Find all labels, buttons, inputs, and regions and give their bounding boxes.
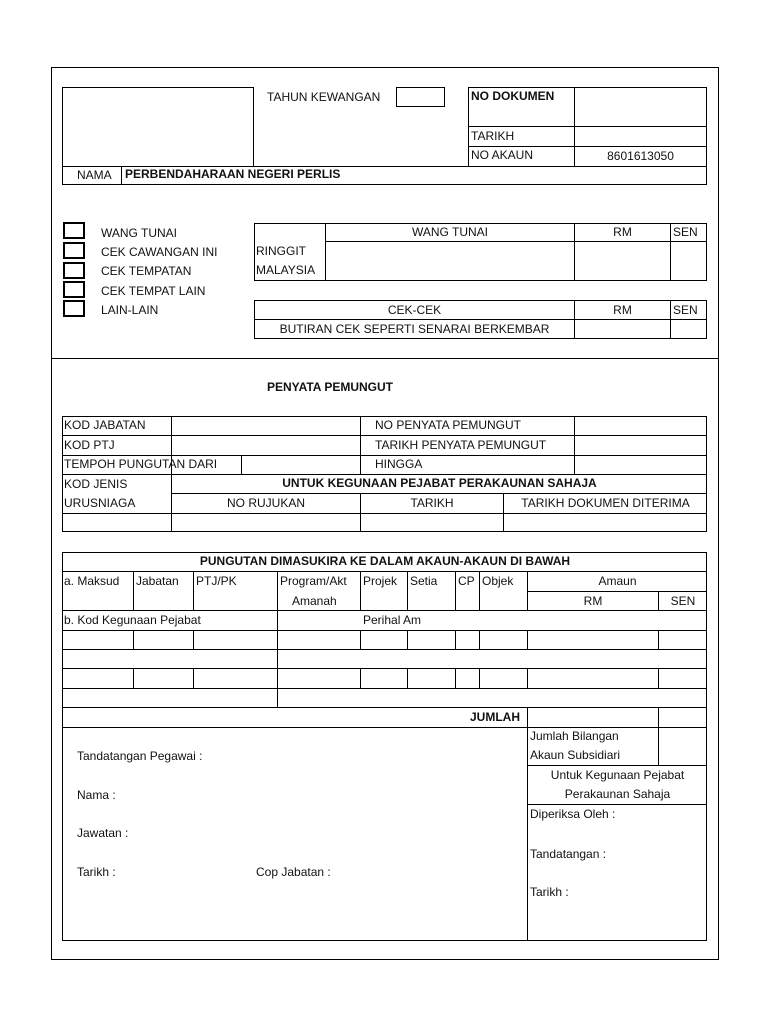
hingga-field[interactable] [575,456,706,473]
penyata-title: PENYATA PEMUNGUT [267,380,394,394]
kod-jenis-label: KOD JENIS [64,477,128,491]
untuk-kegunaan-line1: Untuk Kegunaan Pejabat [550,768,685,782]
tarikh-dokumen-header: TARIKH DOKUMEN DITERIMA [521,496,690,510]
tahun-kewangan-label: TAHUN KEWANGAN [267,90,381,104]
no-rujukan-field[interactable] [172,514,359,531]
jawatan-label: Jawatan : [77,826,129,840]
cp-header: CP [458,574,475,588]
jumlah-sen-field[interactable] [659,708,706,726]
tarikh-field[interactable] [575,127,706,145]
cek-sen-header: SEN [673,303,698,317]
no-rujukan-header: NO RUJUKAN [226,496,305,510]
no-akaun-value: 8601613050 [607,149,674,163]
checkbox-cek-cawangan[interactable] [63,242,85,259]
option-cek-tempatan: CEK TEMPATAN [101,264,192,278]
cop-jabatan-label: Cop Jabatan : [256,865,331,879]
tarikh-header: TARIKH [410,496,454,510]
checkbox-cek-tempat-lain[interactable] [63,281,85,298]
no-dokumen-field[interactable] [575,88,706,125]
setia-header: Setia [410,574,438,588]
tandatangan-pegawai-label: Tandatangan Pegawai : [77,749,203,763]
table-row[interactable] [63,669,706,687]
jabatan-header: Jabatan [136,574,179,588]
nama-sign-label: Nama : [77,788,116,802]
amaun-sen-header: SEN [670,594,696,608]
wang-tunai-sen-field[interactable] [671,242,706,280]
tarikh-penyata-label: TARIKH PENYATA PEMUNGUT [375,438,547,452]
option-cek-cawangan: CEK CAWANGAN INI [101,245,218,259]
untuk-kegunaan-header: UNTUK KEGUNAAN PEJABAT PERAKAUNAN SAHAJA [282,476,597,490]
jumlah-bilangan-label: Jumlah Bilangan [530,729,619,743]
no-akaun-label: NO AKAUN [471,148,534,162]
tarikh-label: TARIKH [471,129,515,143]
no-penyata-label: NO PENYATA PEMUNGUT [375,418,522,432]
kod-ptj-label: KOD PTJ [64,438,115,452]
wang-tunai-amount-field[interactable] [326,242,574,280]
maksud-header: a. Maksud [64,574,120,588]
kod-jabatan-label: KOD JABATAN [64,418,146,432]
option-cek-tempat-lain: CEK TEMPAT LAIN [101,284,206,298]
ptj-header: PTJ/PK [196,574,237,588]
tempoh-dari-field[interactable] [242,456,359,473]
option-lain-lain: LAIN-LAIN [101,303,159,317]
top-left-box [62,87,254,167]
ringgit-label: RINGGIT [256,244,306,258]
section-divider [51,358,719,359]
wang-tunai-rm-field[interactable] [575,242,670,280]
table-row[interactable] [63,631,706,648]
urusniaga-label: URUSNIAGA [64,496,136,510]
cek-cek-header: CEK-CEK [387,303,442,317]
tarikh-penyata-field[interactable] [575,436,706,454]
tarikh-dokumen-field[interactable] [504,514,706,531]
tempoh-pungutan-label: TEMPOH PUNGUTAN DARI [64,457,218,471]
tarikh-field-penyata[interactable] [361,514,502,531]
amaun-rm-header: RM [583,594,603,608]
nama-label: NAMA [77,168,112,182]
checkbox-lain-lain[interactable] [63,300,85,317]
no-dokumen-label: NO DOKUMEN [471,89,555,103]
jumlah-rm-field[interactable] [528,708,657,726]
nama-value: PERBENDAHARAAN NEGERI PERLIS [125,167,341,181]
objek-header: Objek [482,574,514,588]
tarikh-sign-label: Tarikh : [77,865,116,879]
amanah-header: Amanah [292,594,337,608]
tarikh-pejabat-label: Tarikh : [530,885,569,899]
akaun-subsidiari-label: Akaun Subsidiari [530,748,621,762]
checkbox-cek-tempatan[interactable] [63,262,85,279]
malaysia-label: MALAYSIA [256,263,316,277]
butiran-cek-label: BUTIRAN CEK SEPERTI SENARAI BERKEMBAR [279,322,550,336]
sen-header: SEN [673,225,698,239]
hingga-label: HINGGA [375,457,423,471]
tahun-kewangan-field[interactable] [396,87,445,107]
tandatangan-label: Tandatangan : [530,847,607,861]
table-row[interactable] [63,689,706,706]
kod-kegunaan-label: b. Kod Kegunaan Pejabat [64,613,201,627]
pungutan-title: PUNGUTAN DIMASUKIRA KE DALAM AKAUN-AKAUN DI BAWAH [199,554,571,568]
kod-jabatan-field[interactable] [172,417,359,434]
wang-tunai-header: WANG TUNAI [411,225,488,239]
kod-ptj-field[interactable] [172,436,359,454]
table-row[interactable] [63,650,706,667]
untuk-kegunaan-line2: Perakaunan Sahaja [564,787,671,801]
amaun-header: Amaun [598,574,637,588]
projek-header: Projek [363,574,398,588]
rm-header: RM [613,225,632,239]
jumlah-label: JUMLAH [470,710,520,724]
cek-rm-field[interactable] [575,320,670,338]
diperiksa-oleh-label: Diperiksa Oleh : [530,807,616,821]
no-penyata-field[interactable] [575,417,706,434]
cek-rm-header: RM [613,303,632,317]
cek-sen-field[interactable] [671,320,706,338]
option-wang-tunai: WANG TUNAI [101,226,178,240]
program-header: Program/Akt [280,574,347,588]
jumlah-bilangan-field[interactable] [659,728,706,764]
checkbox-wang-tunai[interactable] [63,222,85,239]
perihal-am-label: Perihal Am [363,613,422,627]
